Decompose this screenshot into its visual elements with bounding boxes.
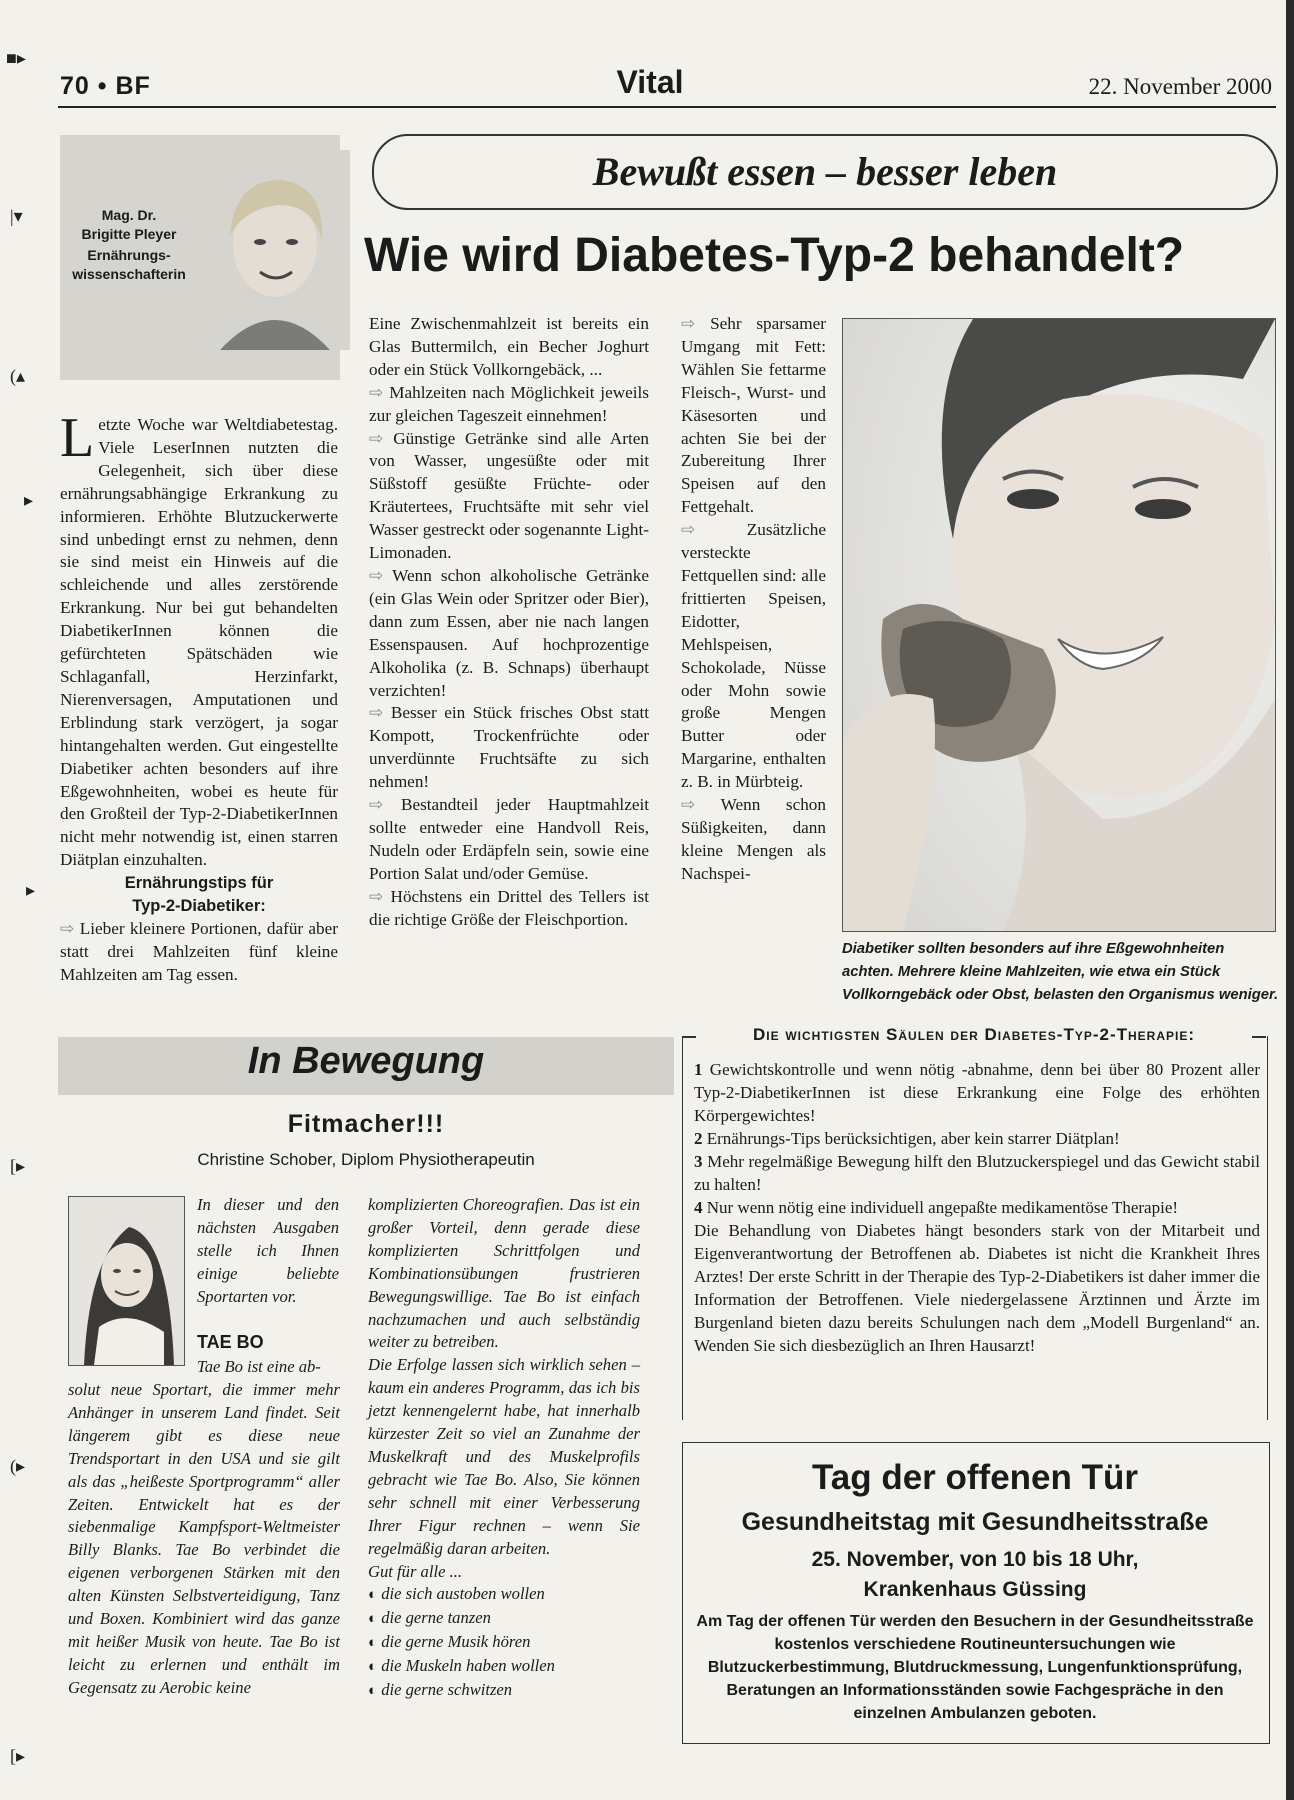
author-credit	[64, 206, 194, 284]
item-number: 2	[694, 1129, 703, 1148]
arrow-icon: ⇨	[60, 918, 75, 938]
therapy-box-body	[694, 1058, 1260, 1357]
open-day-place: Krankenhaus Güssing	[863, 1578, 1087, 1601]
fitmacher-column-2	[368, 1194, 640, 1703]
tip-item	[60, 918, 338, 987]
paragraph: Eine Zwischenmahlzeit ist bereits ein Glas Buttermilch, ein Becher Joghurt oder ein Stück Vollkorngebäck, ...	[369, 314, 649, 379]
list-item	[368, 1655, 640, 1679]
margin-marker: (▴	[10, 366, 26, 386]
tip-text: Mahlzeiten nach Möglichkeit jeweils zur gleichen Tageszeit einnehmen!	[369, 382, 649, 425]
list-item	[368, 1631, 640, 1655]
section-heading: In Bewegung	[247, 1040, 485, 1082]
article-column-1	[60, 407, 339, 987]
bullet-icon: ◐	[368, 1683, 378, 1700]
margin-marker: ▸	[26, 880, 36, 900]
tip-text: Lieber kleinere Portionen, dafür aber statt drei Mahlzeiten fünf kleine Mahlzeiten am Tag essen.	[60, 918, 339, 984]
arrow-icon: ⇨	[681, 314, 696, 333]
arrow-icon: ⇨	[369, 382, 384, 402]
list-item	[368, 1583, 640, 1607]
open-day-body: Am Tag der offenen Tür werden den Besuchern in der Gesundheitsstraße kostenlos verschiedene Routineuntersuchungen wie Blutzuckerbestimmung, Blutdruckmessung, Lungenfunktionsprüfung, Beratungen an Informationsständen sowie Fachgespräche in den einzelnen Ambulanzen geboten.	[696, 1613, 1254, 1722]
tip-item	[369, 886, 649, 932]
list-item	[368, 1679, 640, 1703]
arrow-icon: ⇨	[369, 428, 384, 448]
fitmacher-text: solut neue Sportart, die immer mehr Anhänger in unserem Land findet. Seit längerem gibt es diese neue Trendsportart in den USA und sie gilt als das „heißeste Sportprogramm“ aller Zeiten. Entwickelt hat es der siebenmalige Kampfsport-Weltmeister Billy Blanks. Tae Bo verbindet die eigenen verborgenen Stärken mit den alten Künsten Selbstverteidigung, Tanz und Boxen. Kombiniert wird das ganze mit heißer Musik von heute. Tae Bo ist leicht zu erlernen und enthält im Gegensatz zu Aerobic keine	[68, 1380, 340, 1697]
tip-item	[681, 519, 826, 794]
open-day-date: 25. November, von 10 bis 18 Uhr,	[811, 1548, 1139, 1571]
therapy-closing: Die Behandlung von Diabetes hängt besonders stark von der Mitarbeit und Eigenverantwortung der Betroffenen ab. Diabetes ist nicht die Krankheit Ihres Arztes! Der erste Schritt in der Therapie des Typ-2-Diabetikers ist daher immer die Information der Betroffenen. Viele niedergelassene Ärztinnen und Ärzte im Burgenland bieten dazu bereits Schulungen nach dem „Modell Burgenland“ an. Wenden Sie sich diesbezüglich an Ihren Hausarzt!	[694, 1221, 1260, 1355]
open-day-title: Tag der offenen Tür	[811, 1458, 1139, 1497]
arrow-icon: ⇨	[369, 703, 384, 723]
therapy-item	[694, 1150, 1260, 1196]
tip-item	[369, 428, 649, 565]
tip-item	[369, 794, 649, 886]
page-number: 70 • BF	[60, 72, 151, 100]
bullet-icon: ◐	[368, 1635, 378, 1652]
author-name: Brigitte Pleyer	[81, 226, 177, 242]
item-text: Nur wenn nötig eine individuell angepaßte medikamentöse Therapie!	[706, 1198, 1179, 1217]
issue-date: 22. November 2000	[1088, 74, 1272, 99]
therapy-item	[694, 1127, 1260, 1150]
arrow-icon: ⇨	[369, 565, 384, 585]
woman-eating-bread-photo	[842, 318, 1276, 932]
tip-text: Wenn schon alkoholische Getränke (ein Glas Wein oder Spritzer oder Bier), dann zum Essen, aber nie nach langen Essenspausen. Auf hochprozentige Alkoholika (z. B. Schnaps) überhaupt verzichten!	[369, 565, 649, 700]
arrow-icon: ⇨	[681, 520, 696, 540]
tips-heading-line2: Typ-2-Diabetiker:	[132, 897, 266, 916]
margin-marker: [▸	[10, 1746, 26, 1766]
tips-heading	[60, 872, 338, 918]
header-rule	[58, 106, 1276, 108]
margin-marker: ■▸	[6, 48, 26, 68]
article-headline: Wie wird Diabetes-Typ-2 behandelt?	[364, 229, 1185, 282]
tip-item	[369, 382, 649, 428]
item-number: 3	[694, 1152, 703, 1171]
article-kicker: Bewußt essen – besser leben	[372, 134, 1278, 210]
list-text: die Muskeln haben wollen	[381, 1656, 555, 1676]
article-column-3	[681, 313, 826, 886]
tip-item	[681, 313, 826, 519]
physiotherapist-portrait	[68, 1196, 185, 1366]
box-corner	[1252, 1036, 1266, 1038]
tip-text: Bestandteil jeder Hauptmahlzeit sollte entweder eine Handvoll Reis, Nudeln oder Erdäpfeln sein, sowie eine Portion Salat und/oder Gemüse.	[369, 795, 649, 883]
paragraph: komplizierten Choreografien. Das ist ein großer Vorteil, denn gerade diese komplizierten Schrittfolgen und Kombinationsübungen frustrieren Bewegungswillige. Tae Bo ist einfach nachzumachen und auch selbständig weiter zu betreiben.	[368, 1195, 640, 1352]
author-role: Ernährungs-wissenschafterin	[72, 247, 186, 282]
tips-heading-line1: Ernährungstips für	[124, 874, 274, 893]
arrow-icon: ⇨	[369, 886, 384, 906]
margin-marker: |▾	[10, 206, 23, 226]
arrow-icon: ⇨	[681, 795, 696, 815]
list-text: die gerne schwitzen	[381, 1680, 513, 1700]
bullet-icon: ◐	[368, 1611, 378, 1628]
margin-marker: [▸	[10, 1156, 26, 1176]
good-for-label: Gut für alle ...	[368, 1561, 463, 1581]
box-corner	[682, 1036, 696, 1038]
fitmacher-title: Fitmacher!!!	[287, 1110, 445, 1138]
tip-item	[681, 794, 826, 886]
tip-text: Höchstens ein Drittel des Tellers ist die richtige Größe der Fleischportion.	[369, 886, 650, 929]
item-number: 4	[694, 1198, 703, 1217]
tip-text: Sehr sparsamer Umgang mit Fett: Wählen Sie fettarme Fleisch-, Wurst- und Käsesorten und achten Sie bei der Zubereitung Ihrer Speisen auf den Fettgehalt.	[681, 314, 826, 517]
author-portrait	[200, 150, 350, 350]
tip-text: Günstige Getränke sind alle Arten von Wasser, ungesüßte oder mit Süßstoff gesüßte Früchte- oder Kräutertees, Fruchtsäfte mit sehr viel Wasser gestreckt oder sogenannte Light-Limonaden.	[369, 428, 649, 563]
fitmacher-intro: In dieser und den nächsten Ausgaben stelle ich Ihnen einige beliebte Sportarten vor.	[197, 1195, 339, 1306]
margin-marker: (▸	[10, 1456, 26, 1476]
tip-text: Wenn schon Süßigkeiten, dann kleine Mengen als Nachspei-	[681, 795, 826, 883]
item-text: Mehr regelmäßige Bewegung hilft den Blutzuckerspiegel und das Gewicht stabil zu halten!	[694, 1152, 1260, 1194]
tip-text: Zusätzliche versteckte Fettquellen sind: alle frittierten Speisen, Eidotter, Mehlspeisen, Schokolade, Nüsse oder Mohn sowie große Mengen Butter oder Margarine, enthalten z. B. in Mürbteig.	[681, 520, 826, 792]
item-text: Ernährungs-Tips berücksichtigen, aber kein starrer Diätplan!	[706, 1129, 1120, 1148]
bullet-icon: ◐	[368, 1659, 378, 1676]
fitmacher-text-start: Tae Bo ist eine ab-	[197, 1357, 321, 1376]
photo-caption: Diabetiker sollten besonders auf ihre Eßgewohnheiten achten. Mehrere kleine Mahlzeiten, wie etwa ein Stück Vollkorngebäck oder Obst, belasten den Organismus weniger.	[842, 941, 1279, 1003]
paragraph: Die Erfolge lassen sich wirklich sehen – kaum ein anderes Programm, das ich bis jetzt kennengelernt habe, hat innerhalb kürzester Zeit so viel an Zunahme der Muskelkraft und des Muskelprofils gebracht wie Tae Bo. Also, Sie können sehr schnell mit einer Verbesserung Ihrer Figur rechnen – wenn Sie regelmäßig daran arbeiten.	[368, 1355, 640, 1558]
fitmacher-byline: Christine Schober, Diplom Physiotherapeutin	[197, 1150, 535, 1169]
item-number: 1	[694, 1060, 703, 1079]
list-text: die sich austoben wollen	[381, 1584, 545, 1604]
arrow-icon: ⇨	[369, 795, 384, 815]
therapy-box-title: Die wichtigsten Säulen der Diabetes-Typ-2-Therapie:	[700, 1025, 1248, 1045]
bullet-icon: ◐	[368, 1587, 378, 1604]
list-text: die gerne Musik hören	[381, 1632, 531, 1652]
open-day-subtitle: Gesundheitstag mit Gesundheitsstraße	[741, 1508, 1209, 1536]
author-title: Mag. Dr.	[101, 207, 157, 223]
section-title: Vital	[616, 64, 684, 100]
tip-item	[369, 565, 649, 702]
intro-paragraph	[60, 407, 338, 872]
page-edge	[1286, 0, 1294, 1800]
drop-cap: L	[60, 407, 95, 469]
margin-marker: ▸	[24, 490, 34, 510]
intro-text: etzte Woche war Weltdiabetestag. Viele LeserInnen nutzten die Gelegenheit, sich über diese ernährungsabhängige Erkrankung zu informieren. Erhöhte Blutzuckerwerte sind unbedingt ernst zu nehmen, denn sie sind meist ein Hinweis auf die schleichende und alles zerstörende Erkrankung. Nur bei gut behandelten DiabetikerInnen können die gefürchteten Spätschäden wie Schlaganfall, Herzinfarkt, Nierenversagen, Amputationen und Erblindung stark verzögert, ja sogar hintangehalten werden. Gut eingestellte Diabetiker achten besonders auf ihre Eßgewohnheiten, wobei es heute für den Großteil der Typ-2-DiabetikerInnen nicht mehr notwendig ist, einen starren Diätplan einzuhalten.	[60, 415, 338, 870]
therapy-item	[694, 1058, 1260, 1127]
taebo-subhead: TAE BO	[197, 1332, 264, 1352]
article-column-2	[369, 313, 649, 931]
list-item	[368, 1607, 640, 1631]
therapy-item	[694, 1196, 1260, 1219]
tip-text: Besser ein Stück frisches Obst statt Kompott, Trockenfrüchte oder unverdünnte Fruchtsäfte zu sich nehmen!	[369, 703, 649, 792]
list-text: die gerne tanzen	[381, 1608, 491, 1628]
item-text: Gewichtskontrolle und wenn nötig -abnahme, denn bei über 80 Prozent aller Typ-2-DiabetikerInnen ist diese Erkrankung eine Folge des erhöhten Körpergewichtes!	[694, 1060, 1260, 1125]
tip-item	[369, 702, 649, 794]
